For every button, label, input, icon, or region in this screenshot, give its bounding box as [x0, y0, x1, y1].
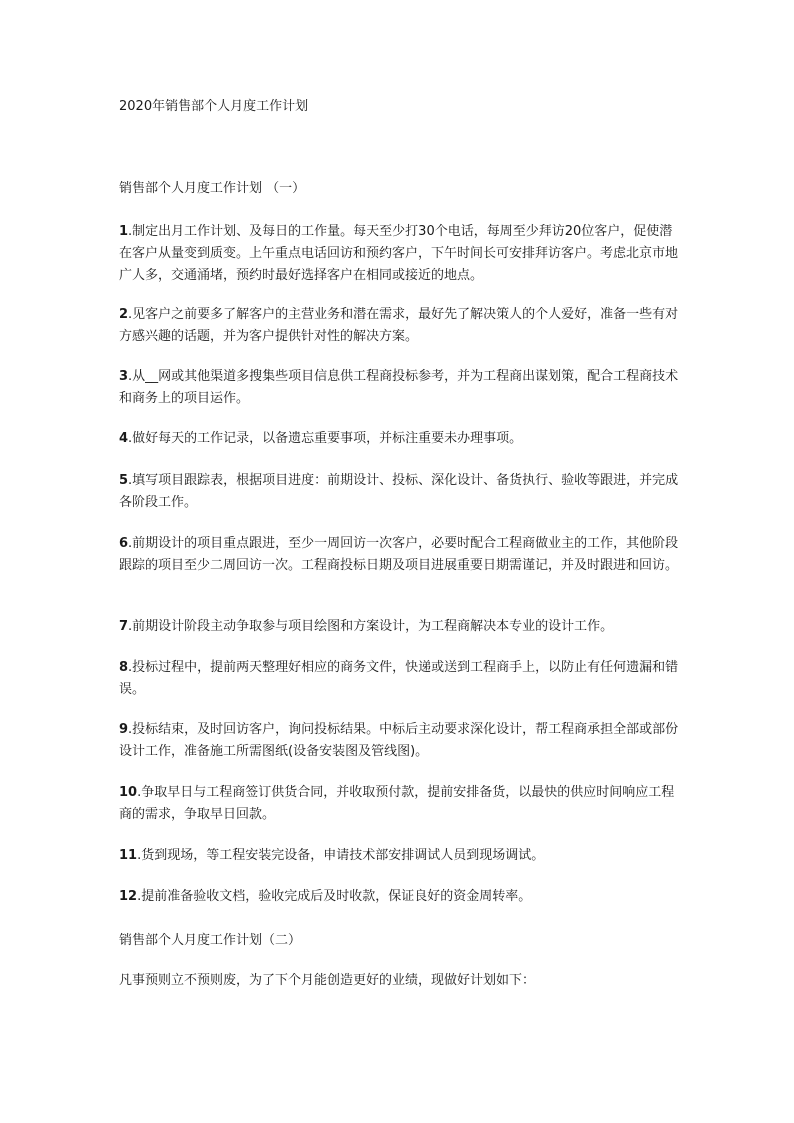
closing-paragraph: 凡事预则立不预则废，为了下个月能创造更好的业绩，现做好计划如下：: [119, 973, 536, 988]
item-text: .从__网或其他渠道多搜集些项目信息供工程商投标参考，并为工程商出谋划策，配合工程商技术和商务上的项目运作。: [119, 369, 679, 406]
item-text: .见客户之前要多了解客户的主营业务和潜在需求，最好先了解决策人的个人爱好，准备一些有对方感兴趣的话题，并为客户提供针对性的解决方案。: [119, 307, 679, 344]
item-number: 8: [119, 660, 129, 675]
item-number: 6: [119, 536, 129, 551]
item-number: 7: [119, 619, 129, 634]
item-text: .提前准备验收文档，验收完成后及时收款，保证良好的资金周转率。: [137, 889, 532, 904]
list-item: [119, 616, 679, 638]
item-number: 11: [119, 848, 138, 863]
list-item: [119, 366, 679, 410]
item-number: 12: [119, 889, 138, 904]
list-item: [119, 657, 679, 701]
item-number: 9: [119, 722, 129, 737]
list-item: [119, 845, 679, 867]
item-number: 1: [119, 224, 129, 239]
item-number: 3: [119, 369, 129, 384]
item-text: .争取早日与工程商签订供货合同，并收取预付款，提前安排备货，以最快的供应时间响应工程商的需求，争取早日回款。: [119, 785, 675, 822]
item-text: .做好每天的工作记录，以备遗忘重要事项，并标注重要未办理事项。: [128, 431, 523, 446]
item-text: .填写项目跟踪表，根据项目进度：前期设计、投标、深化设计、备货执行、验收等跟进，并完成各阶段工作。: [119, 473, 679, 510]
item-number: 2: [119, 307, 129, 322]
section-heading-2: 销售部个人月度工作计划（二）: [119, 933, 302, 948]
item-text: .货到现场，等工程安装完设备，申请技术部安排调试人员到现场调试。: [137, 848, 545, 863]
list-item: [119, 221, 679, 287]
list-item: [119, 719, 679, 763]
item-text: .制定出月工作计划、及每日的工作量。每天至少打30个电话，每周至少拜访20位客户，促使潜在客户从量变到质变。上午重点电话回访和预约客户，下午时间长可安排拜访客户。考虑北京市地广人多，交通涌堵，预约时最好选择客户在相同或接近的地点。: [119, 224, 679, 283]
list-item: [119, 304, 679, 348]
list-item: [119, 533, 679, 577]
document-title: 2020年销售部个人月度工作计划: [119, 99, 309, 114]
list-item: [119, 470, 679, 514]
list-item: [119, 886, 679, 908]
item-text: .前期设计的项目重点跟进，至少一周回访一次客户，必要时配合工程商做业主的工作，其他阶段跟踪的项目至少二周回访一次。工程商投标日期及项目进展重要日期需谨记，并及时跟进和回访。: [119, 536, 679, 573]
item-text: .前期设计阶段主动争取参与项目绘图和方案设计，为工程商解决本专业的设计工作。: [128, 619, 614, 634]
item-number: 10: [119, 785, 138, 800]
list-item: [119, 428, 679, 450]
item-text: .投标过程中，提前两天整理好相应的商务文件，快递或送到工程商手上，以防止有任何遗漏和错误。: [119, 660, 679, 697]
item-number: 4: [119, 431, 129, 446]
section-heading-1: 销售部个人月度工作计划 （一）: [119, 181, 306, 196]
item-number: 5: [119, 473, 129, 488]
list-item: [119, 782, 679, 826]
item-text: .投标结束，及时回访客户，询问投标结果。中标后主动要求深化设计，帮工程商承担全部或部份设计工作，准备施工所需图纸(设备安装图及管线图)。: [119, 722, 679, 759]
